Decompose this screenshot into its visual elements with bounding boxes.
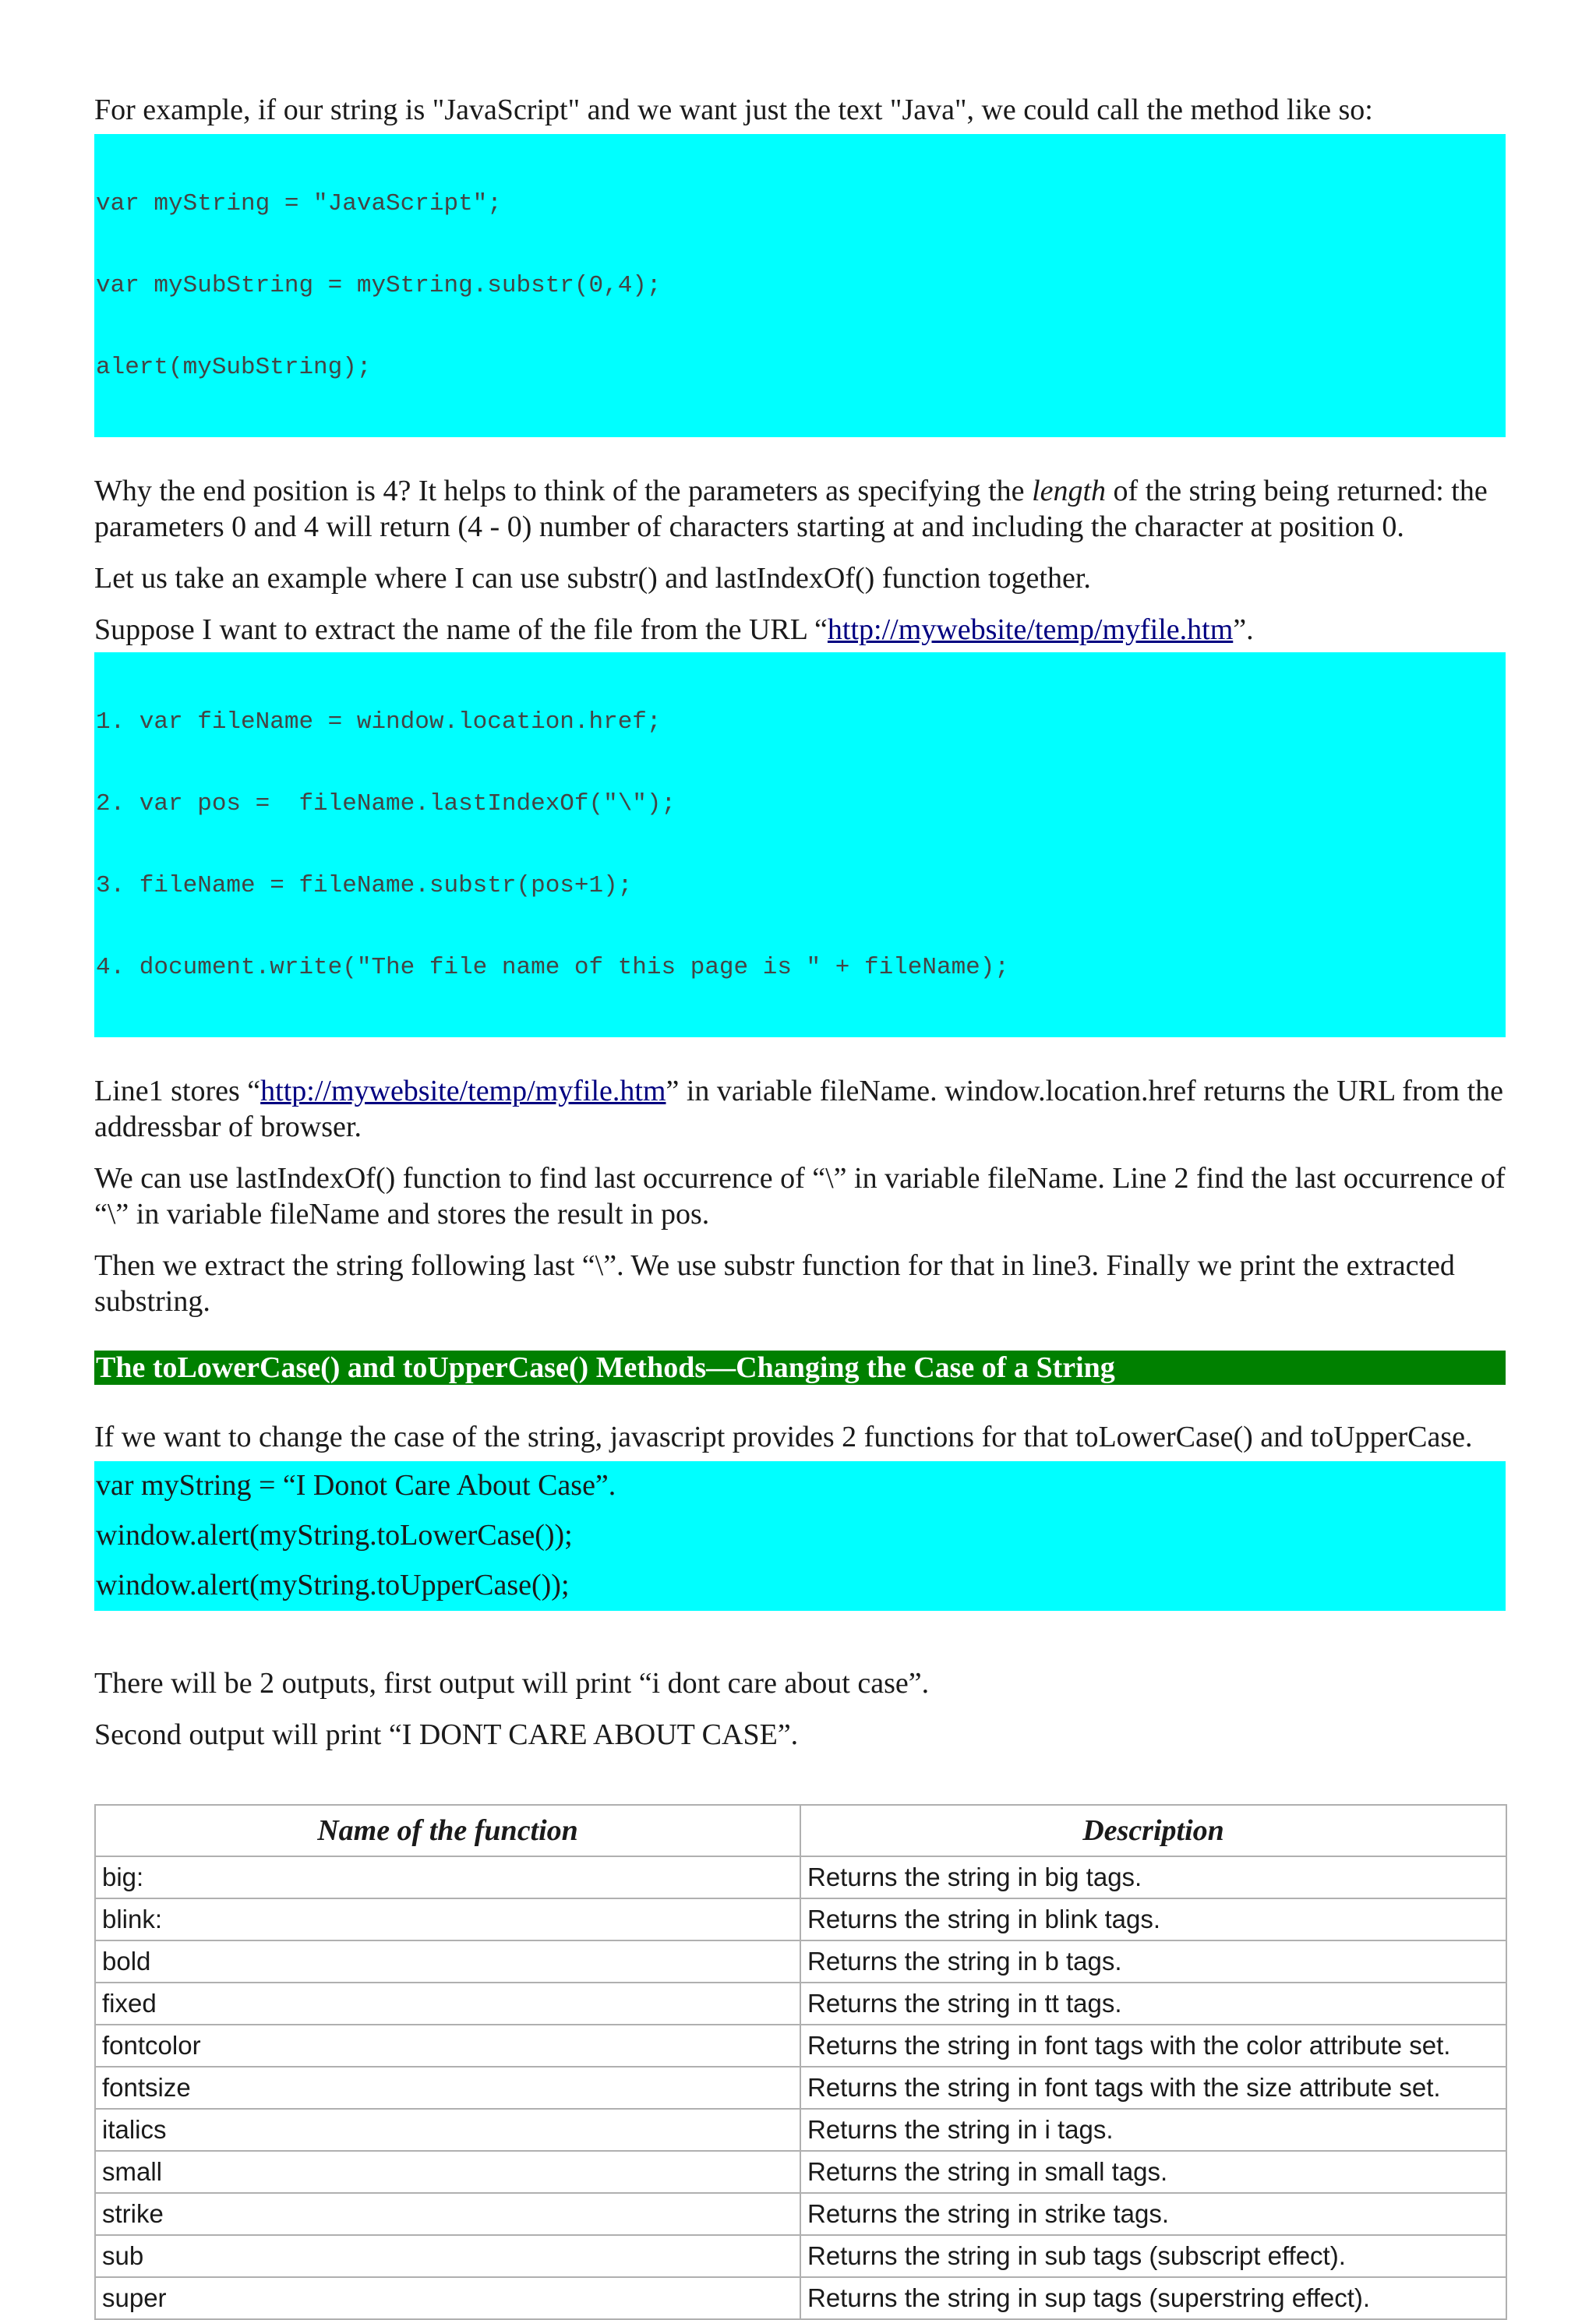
function-name-cell: small <box>95 2151 800 2193</box>
table-row <box>95 2025 1506 2067</box>
column-header-description: Description <box>800 1805 1506 1856</box>
table-row <box>95 1940 1506 1983</box>
function-description-cell: Returns the string in font tags with the size attribute set. <box>800 2067 1506 2109</box>
text-run: Why the end position is 4? It helps to think of the parameters as specifying the <box>94 475 1033 507</box>
function-name-cell: super <box>95 2277 800 2319</box>
paragraph-lastindexof: We can use lastIndexOf() function to find last occurrence of “\” in variable fileName. Line 2 find the last occurrence of “\” in variable fileName and stores the result in pos. <box>94 1162 1506 1231</box>
table-row <box>95 1983 1506 2025</box>
code-line: window.alert(myString.toUpperCase()); <box>96 1569 570 1601</box>
table-row <box>95 2193 1506 2235</box>
function-description-cell: Returns the string in sup tags (superstring effect). <box>800 2277 1506 2319</box>
table-row <box>95 2067 1506 2109</box>
function-name-cell: italics <box>95 2109 800 2151</box>
function-description-cell: Returns the string in sub tags (subscript effect). <box>800 2235 1506 2277</box>
function-name-cell: bold <box>95 1940 800 1983</box>
code-line: 4. document.write("The file name of this page is " + fileName); <box>96 954 1009 981</box>
paragraph-end-position <box>94 473 1506 545</box>
text-run: ” in variable fileName. window.location.href returns the URL from the addressbar of browser. <box>94 1075 1504 1143</box>
url-link[interactable]: http://mywebsite/temp/myfile.htm <box>827 613 1234 646</box>
code-block-case <box>94 1461 1506 1611</box>
paragraph-extract-substring: Then we extract the string following last “\”. We use substr function for that in line3. Finally we print the extracted substring. <box>94 1249 1455 1318</box>
table-row <box>95 2235 1506 2277</box>
code-line: var mySubString = myString.substr(0,4); <box>96 272 662 299</box>
function-name-cell: sub <box>95 2235 800 2277</box>
code-line: var myString = “I Donot Care About Case”. <box>96 1469 616 1502</box>
function-description-cell: Returns the string in strike tags. <box>800 2193 1506 2235</box>
string-functions-table <box>94 1804 1507 2320</box>
function-name-cell: big: <box>95 1856 800 1898</box>
function-description-cell: Returns the string in small tags. <box>800 2151 1506 2193</box>
code-line: 1. var fileName = window.location.href; <box>96 708 662 736</box>
paragraph-second-output: Second output will print “I DONT CARE ABOUT CASE”. <box>94 1718 799 1751</box>
table-row <box>95 2109 1506 2151</box>
function-name-cell: blink: <box>95 1898 800 1940</box>
code-block-substr <box>94 134 1506 437</box>
function-description-cell: Returns the string in tt tags. <box>800 1983 1506 2025</box>
text-run: ”. <box>1233 613 1254 646</box>
paragraph-example-together: Let us take an example where I can use substr() and lastIndexOf() function together. <box>94 562 1091 595</box>
url-link[interactable]: http://mywebsite/temp/myfile.htm <box>260 1075 666 1107</box>
function-name-cell: fontcolor <box>95 2025 800 2067</box>
code-line: alert(mySubString); <box>96 354 372 381</box>
function-name-cell: strike <box>95 2193 800 2235</box>
section-heading: The toLowerCase() and toUpperCase() Methods—Changing the Case of a String <box>94 1351 1506 1385</box>
table-row <box>95 2151 1506 2193</box>
code-block-filename <box>94 652 1506 1037</box>
paragraph-example-intro: For example, if our string is "JavaScript" and we want just the text "Java", we could call the method like so: <box>94 94 1373 126</box>
paragraph-extract-url <box>94 612 1506 648</box>
text-run: of the string being returned: the parameters 0 and 4 will return (4 - 0) number of characters starting at and including the character at position 0. <box>94 475 1488 543</box>
function-description-cell: Returns the string in b tags. <box>800 1940 1506 1983</box>
code-line: var myString = "JavaScript"; <box>96 190 502 217</box>
paragraph-change-case: If we want to change the case of the string, javascript provides 2 functions for that toLowerCase() and toUpperCase. <box>94 1421 1473 1453</box>
function-description-cell: Returns the string in i tags. <box>800 2109 1506 2151</box>
column-header-name: Name of the function <box>95 1805 800 1856</box>
function-description-cell: Returns the string in big tags. <box>800 1856 1506 1898</box>
text-run: Suppose I want to extract the name of the file from the URL “ <box>94 613 828 646</box>
text-run: Line1 stores “ <box>94 1075 261 1107</box>
function-description-cell: Returns the string in font tags with the color attribute set. <box>800 2025 1506 2067</box>
table-row <box>95 1898 1506 1940</box>
function-description-cell: Returns the string in blink tags. <box>800 1898 1506 1940</box>
code-line: window.alert(myString.toLowerCase()); <box>96 1519 573 1552</box>
code-line: 2. var pos = fileName.lastIndexOf("\"); <box>96 790 676 817</box>
code-line: 3. fileName = fileName.substr(pos+1); <box>96 872 633 899</box>
table-row <box>95 2277 1506 2319</box>
emphasis-length: length <box>1032 475 1107 507</box>
table-row <box>95 1856 1506 1898</box>
function-name-cell: fixed <box>95 1983 800 2025</box>
paragraph-outputs: There will be 2 outputs, first output will print “i dont care about case”. <box>94 1667 930 1700</box>
function-name-cell: fontsize <box>95 2067 800 2109</box>
document-page <box>94 92 1506 2320</box>
table-header-row <box>95 1805 1506 1856</box>
paragraph-line1 <box>94 1073 1506 1145</box>
